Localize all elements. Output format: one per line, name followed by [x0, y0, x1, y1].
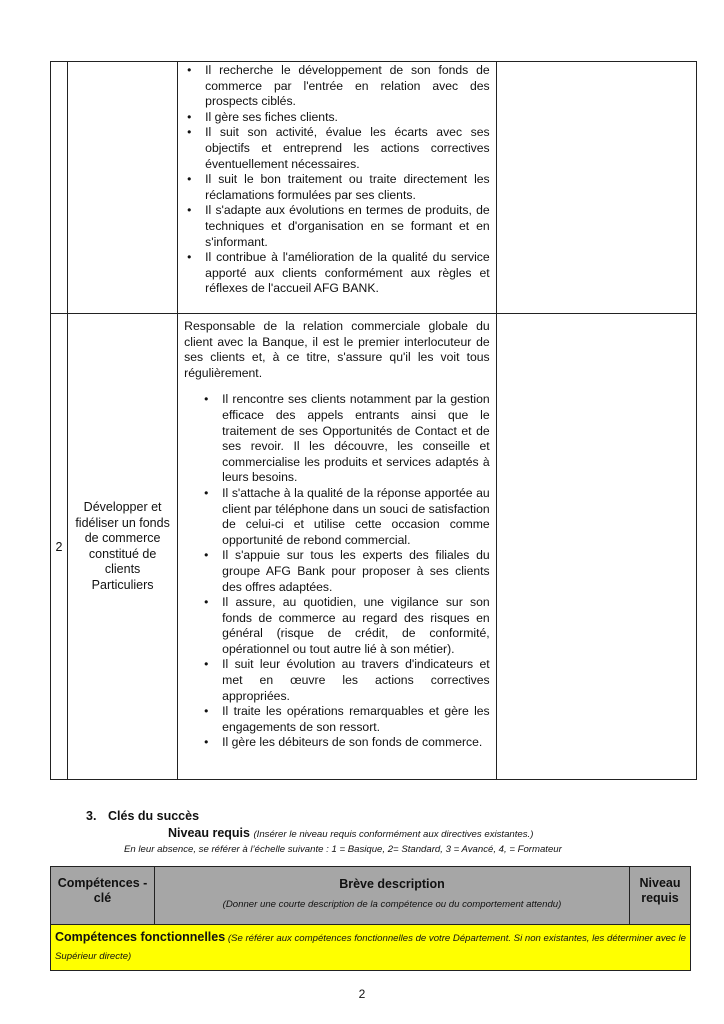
activities-cell	[178, 62, 496, 314]
list-item: • Il s'attache à la qualité de la réponse apportée au client par téléphone dans un souci de satisfaction de celui-ci et utilise cette occasion comme opportunité de rebond commercial.	[184, 486, 489, 548]
list-item: • Il rencontre ses clients notamment par la gestion efficace des appels entrants ainsi que le traitement de ses Opportunités de Contact et de ses revoir. Il les découvre, les conseille et commercialise les produits et services adaptés à leurs besoins.	[184, 392, 489, 486]
header-competences: Compétences -clé	[51, 867, 155, 925]
list-item: • Il suit le bon traitement ou traite directement les réclamations formulées par ses clients.	[184, 172, 489, 203]
list-item: • Il s'appuie sur tous les experts des filiales du groupe AFG Bank pour proposer à ses clients des offres adaptées.	[184, 548, 489, 595]
niveau-label: Niveau requis	[168, 826, 250, 840]
list-item: • Il recherche le développement de son fonds de commerce par l'entrée en relation avec des prospects ciblés.	[184, 63, 489, 110]
header-description-title: Brève description	[339, 877, 445, 891]
mission-cell: Développer et fidéliser un fonds de commerce constitué de clients Particuliers	[68, 314, 178, 780]
list-item: • Il suit leur évolution au travers d'indicateurs et met en œuvre les actions correctives appropriées.	[184, 657, 489, 704]
table-header-row	[51, 867, 691, 925]
mission-cell	[68, 62, 178, 314]
activities-cell	[178, 314, 496, 780]
list-item: • Il contribue à l'amélioration de la qualité du service apporté aux clients conformément aux règles et réflexes de l'accueil AFG BANK.	[184, 250, 489, 297]
scale-note: En leur absence, se référer à l’échelle suivante : 1 = Basique, 2= Standard, 3 = Avancé, 4, = Formateur	[124, 844, 562, 855]
section-title-text: Clés du succès	[108, 809, 200, 823]
table-row	[51, 314, 697, 780]
list-item: • Il assure, au quotidien, une vigilance sur son fonds de commerce au regard des risques en général (risque de crédit, de conformité, opérationnel ou tout autre lié à son métier).	[184, 595, 489, 657]
list-item: • Il gère ses fiches clients.	[184, 110, 489, 126]
functional-competences-title: Compétences fonctionnelles	[55, 930, 226, 944]
list-item: • Il traite les opérations remarquables et gère les engagements de son ressort.	[184, 704, 489, 735]
activities-list	[184, 63, 489, 297]
list-item: • Il suit son activité, évalue les écarts avec ses objectifs et entreprend les actions correctives éventuellement nécessaires.	[184, 125, 489, 172]
activities-list	[184, 392, 489, 751]
table-row	[51, 62, 697, 314]
header-description-note: (Donner une courte description de la compétence ou du comportement attendu)	[222, 899, 562, 910]
mission-intro: Responsable de la relation commerciale globale du client avec la Banque, il est le premier interlocuteur de ses clients et, à ce titre, s'assure qu'il les voit tous régulièrement.	[184, 319, 490, 380]
header-niveau: Niveau requis	[630, 867, 691, 925]
niveau-requis-line	[168, 826, 533, 840]
section-title	[86, 809, 199, 823]
extra-cell	[496, 314, 696, 780]
list-item: • Il s'adapte aux évolutions en termes de produits, de techniques et d'organisation en se formant et en s'informant.	[184, 203, 489, 250]
functional-competences-note: (Se référer aux compétences fonctionnelles de votre Département. Si non existantes, les déterminer avec le Supérieur directe)	[55, 933, 686, 962]
competences-table	[50, 866, 691, 971]
functional-competences-cell	[51, 925, 691, 971]
number-cell	[51, 62, 68, 314]
page-number: 2	[358, 987, 366, 1001]
list-item: • Il gère les débiteurs de son fonds de commerce.	[184, 735, 489, 751]
niveau-note: (Insérer le niveau requis conformément aux directives existantes.)	[253, 829, 534, 840]
section-number: 3.	[86, 809, 97, 823]
header-description	[155, 867, 630, 925]
number-cell: 2	[51, 314, 68, 780]
functional-competences-row	[51, 925, 691, 971]
missions-table	[50, 61, 697, 780]
extra-cell	[496, 62, 696, 314]
